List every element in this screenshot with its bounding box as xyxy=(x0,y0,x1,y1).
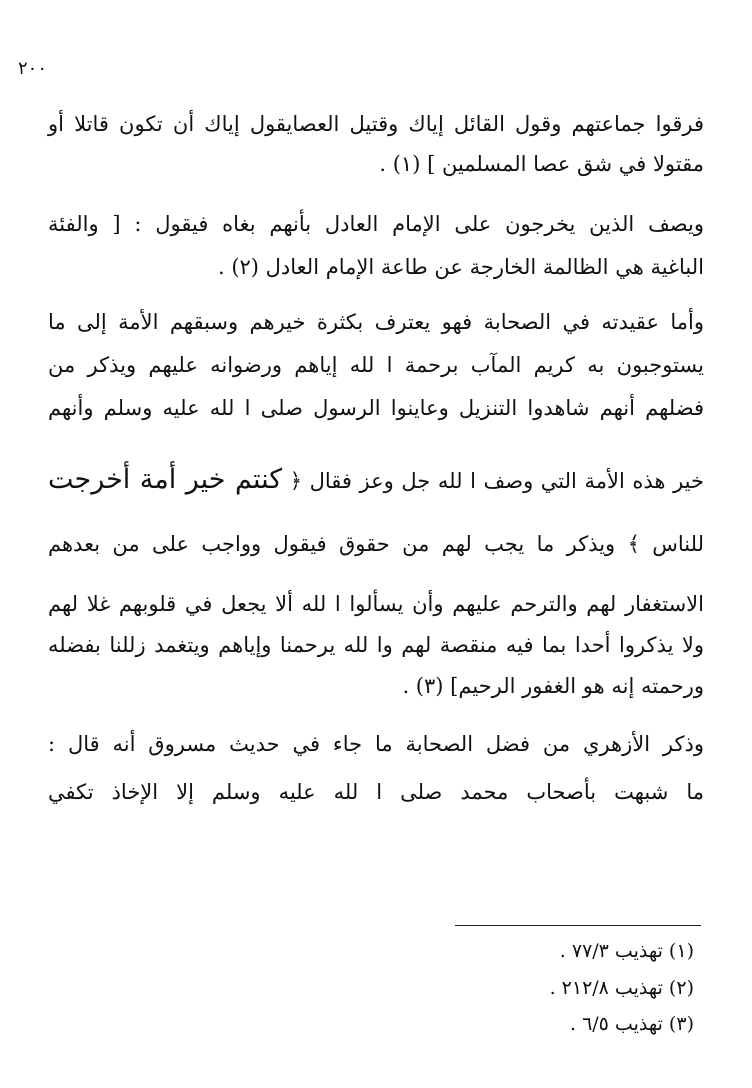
body-line-2: مقتولا في شق عصا المسلمين ] (١) . xyxy=(379,152,704,176)
body-line-3: ويصف الذين يخرجون على الإمام العادل بأنهم بغاه فيقول : [ والفئة xyxy=(48,212,704,236)
body-line-9: للناس ﴾ ويذكر ما يجب لهم من حقوق فيقول وواجب على من بعدهم xyxy=(48,532,704,556)
footnote-2: (٢) تهذيب ٢١٢/٨ . xyxy=(549,977,694,999)
body-line-1: فرقوا جماعتهم وقول القائل إياك وقتيل العصايقول إياك أن تكون قاتلا أو xyxy=(48,112,704,136)
body-line-4: الباغية هي الظالمة الخارجة عن طاعة الإمام العادل (٢) . xyxy=(217,255,704,279)
page-number: ٢٠٠ xyxy=(18,58,48,79)
body-line-14: ما شبهت بأصحاب محمد صلى ا لله عليه وسلم إلا الإخاذ تكفي xyxy=(48,780,704,804)
body-line-6: يستوجبون به كريم المآب برحمة ا لله إياهم ورضوانه عليهم ويذكر من xyxy=(48,353,704,377)
body-line-5: وأما عقيدته في الصحابة فهو يعترف بكثرة خيرهم وسبقهم الأمة إلى ما xyxy=(48,310,704,334)
body-line-13: وذكر الأزهري من فضل الصحابة ما جاء في حديث مسروق أنه قال : xyxy=(48,732,704,756)
body-line-11: ولا يذكروا أحدا بما فيه منقصة لهم وا لله يرحمنا وإياهم ويتغمد زللنا بفضله xyxy=(48,633,704,657)
body-line-8: خير هذه الأمة التي وصف ا لله جل وعز فقال ﴿ كنتم خير أمة أخرجت xyxy=(48,464,704,495)
quran-verse: كنتم خير أمة أخرجت xyxy=(48,464,283,495)
body-line-10: الاستغفار لهم والترحم عليهم وأن يسألوا ا لله ألا يجعل في قلوبهم غلا لهم xyxy=(48,592,704,616)
footnote-1: (١) تهذيب ٧٧/٣ . xyxy=(559,940,694,962)
body-line-7: فضلهم أنهم شاهدوا التنزيل وعاينوا الرسول صلى ا لله عليه وسلم وأنهم xyxy=(48,396,704,420)
footnote-3: (٣) تهذيب ٦/٥ . xyxy=(569,1013,694,1035)
body-line-12: ورحمته إنه هو الغفور الرحيم] (٣) . xyxy=(402,674,704,698)
footnote-rule xyxy=(455,925,701,926)
